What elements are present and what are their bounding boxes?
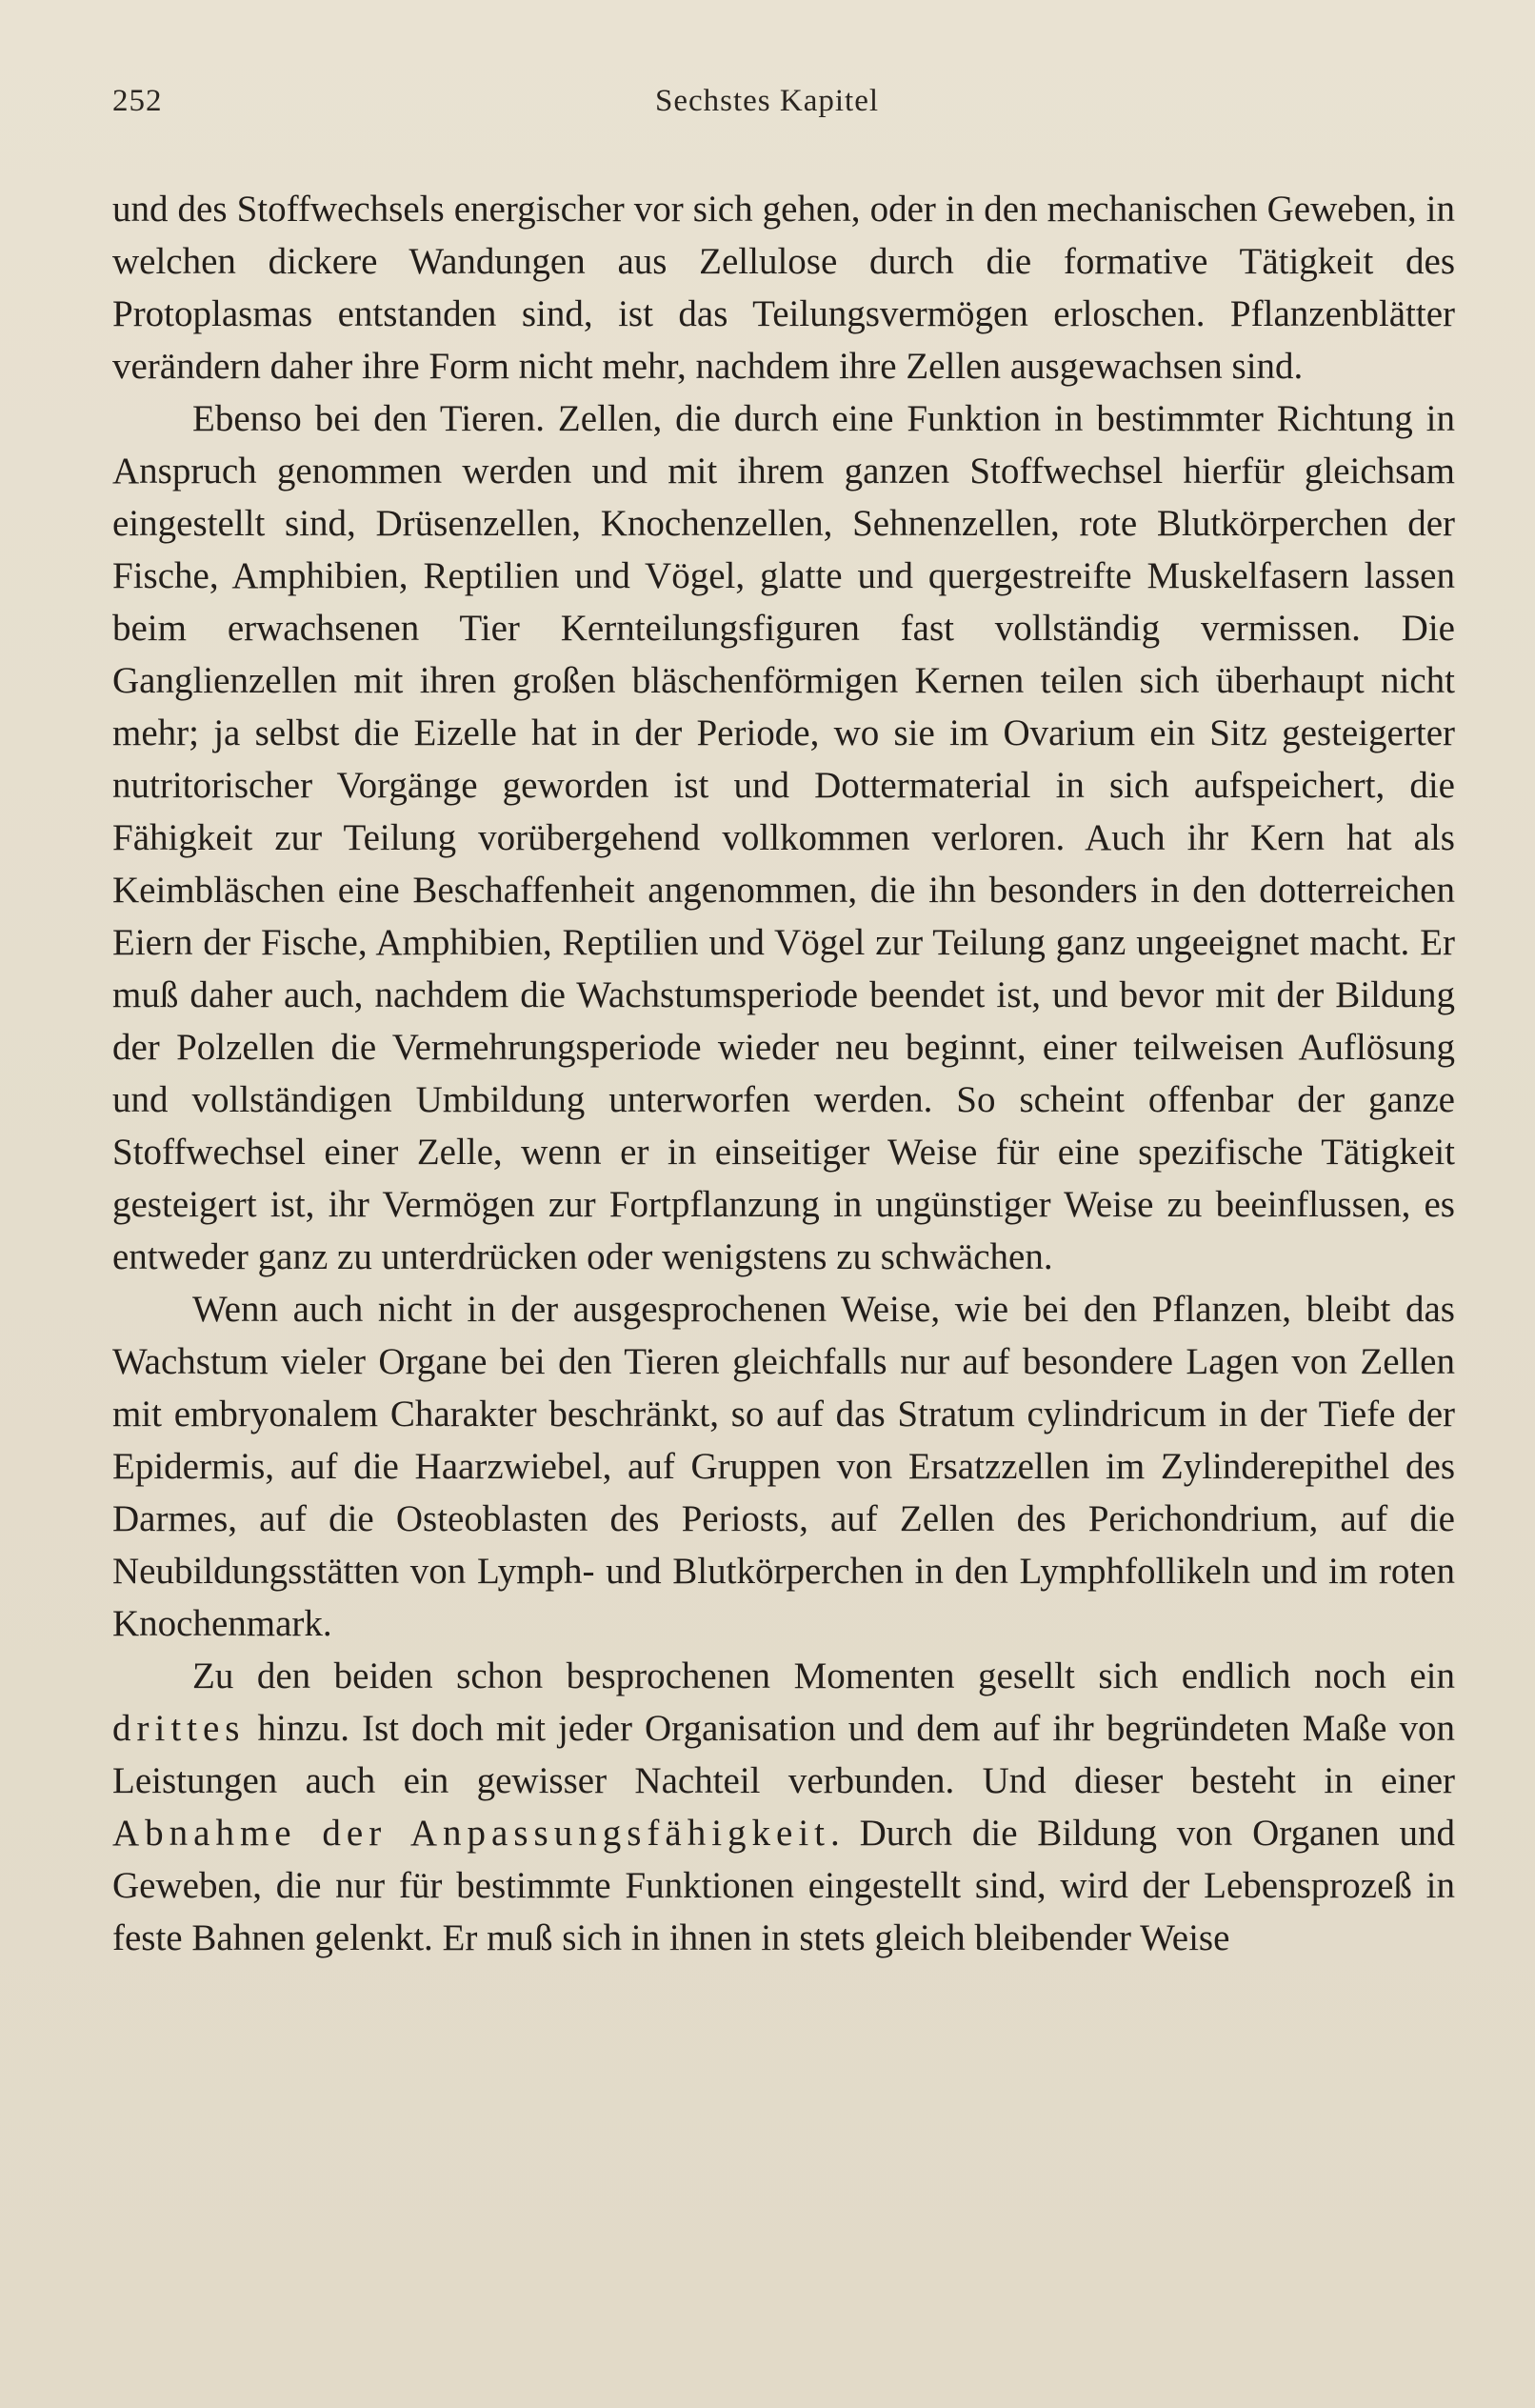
paragraph-1: und des Stoffwechsels energischer vor sich gehen, oder in den mechanischen Geweben, in welchen dickere Wandungen aus Zellulose durch die formative Tätigkeit des Protoplasmas entstanden sind, ist das Teilungsvermögen erloschen. Pflanzenblätter verändern daher ihre Form nicht mehr, nachdem ihre Zellen ausgewachsen sind. — [112, 189, 1455, 387]
body-text — [112, 183, 1455, 1964]
paragraph-4 — [112, 1650, 1455, 1964]
paragraph-4-part-3: . Durch die Bildung von Organen und Geweben, die nur für bestimmte Funktionen eingestellt sind, wird der Lebensprozeß in feste Bahnen gelenkt. Er muß sich in ihnen in stets gleich bleibender Weise — [112, 1813, 1455, 1958]
spaced-phrase-abnahme: Abnahme der Anpassungsfähigkeit — [112, 1813, 831, 1854]
running-head: Sechstes Kapitel — [655, 84, 880, 118]
page-header — [112, 84, 1455, 131]
paragraph-3: Wenn auch nicht in der ausgesprochenen Weise, wie bei den Pflanzen, bleibt das Wachstum vieler Organe bei den Tieren gleichfalls nur auf besondere Lagen von Zellen mit embryonalem Charakter beschränkt, so auf das Stratum cylindricum in der Tiefe der Epidermis, auf die Haarzwiebel, auf Gruppen von Ersatzzellen im Zylinderepithel des Darmes, auf die Osteoblasten des Periosts, auf Zellen des Perichondrium, auf die Neubildungsstätten von Lymph- und Blutkörperchen in den Lymphfollikeln und im roten Knochenmark. — [112, 1289, 1455, 1644]
page-number: 252 — [112, 84, 163, 118]
spaced-word-drittes: drittes — [112, 1708, 246, 1749]
paragraph-4-part-2: hinzu. Ist doch mit jeder Organisation und dem auf ihr begründeten Maße von Leistungen auch ein gewisser Nachteil verbunden. Und dieser besteht in einer — [112, 1708, 1455, 1801]
paragraph-2: Ebenso bei den Tieren. Zellen, die durch eine Funktion in bestimmter Richtung in Anspruch genommen werden und mit ihrem ganzen Stoffwechsel hierfür gleichsam eingestellt sind, Drüsenzellen, Knochenzellen, Sehnenzellen, rote Blutkörperchen der Fische, Amphibien, Reptilien und Vögel, glatte und quergestreifte Muskelfasern lassen beim erwachsenen Tier Kernteilungsfiguren fast vollständig vermissen. Die Ganglienzellen mit ihren großen bläschenförmigen Kernen teilen sich überhaupt nicht mehr; ja selbst die Eizelle hat in der Periode, wo sie im Ovarium ein Sitz gesteigerter nutritorischer Vorgänge geworden ist und Dottermaterial in sich aufspeichert, die Fähigkeit zur Teilung vorübergehend vollkommen verloren. Auch ihr Kern hat als Keimbläschen eine Beschaffenheit angenommen, die ihn besonders in den dotterreichen Eiern der Fische, Amphibien, Reptilien und Vögel zur Teilung ganz ungeeignet macht. Er muß daher auch, nachdem die Wachstumsperiode beendet ist, und bevor mit der Bildung der Polzellen die Vermehrungsperiode wieder neu beginnt, einer teilweisen Auflösung und vollständigen Umbildung unterworfen werden. So scheint offenbar der ganze Stoffwechsel einer Zelle, wenn er in einseitiger Weise für eine spezifische Tätigkeit gesteigert ist, ihr Vermögen zur Fortpflanzung in ungünstiger Weise zu beeinflussen, es entweder ganz zu unterdrücken oder wenigstens zu schwächen. — [112, 398, 1455, 1277]
paragraph-4-part-1: Zu den beiden schon besprochenen Momenten gesellt sich endlich noch ein — [192, 1656, 1455, 1696]
